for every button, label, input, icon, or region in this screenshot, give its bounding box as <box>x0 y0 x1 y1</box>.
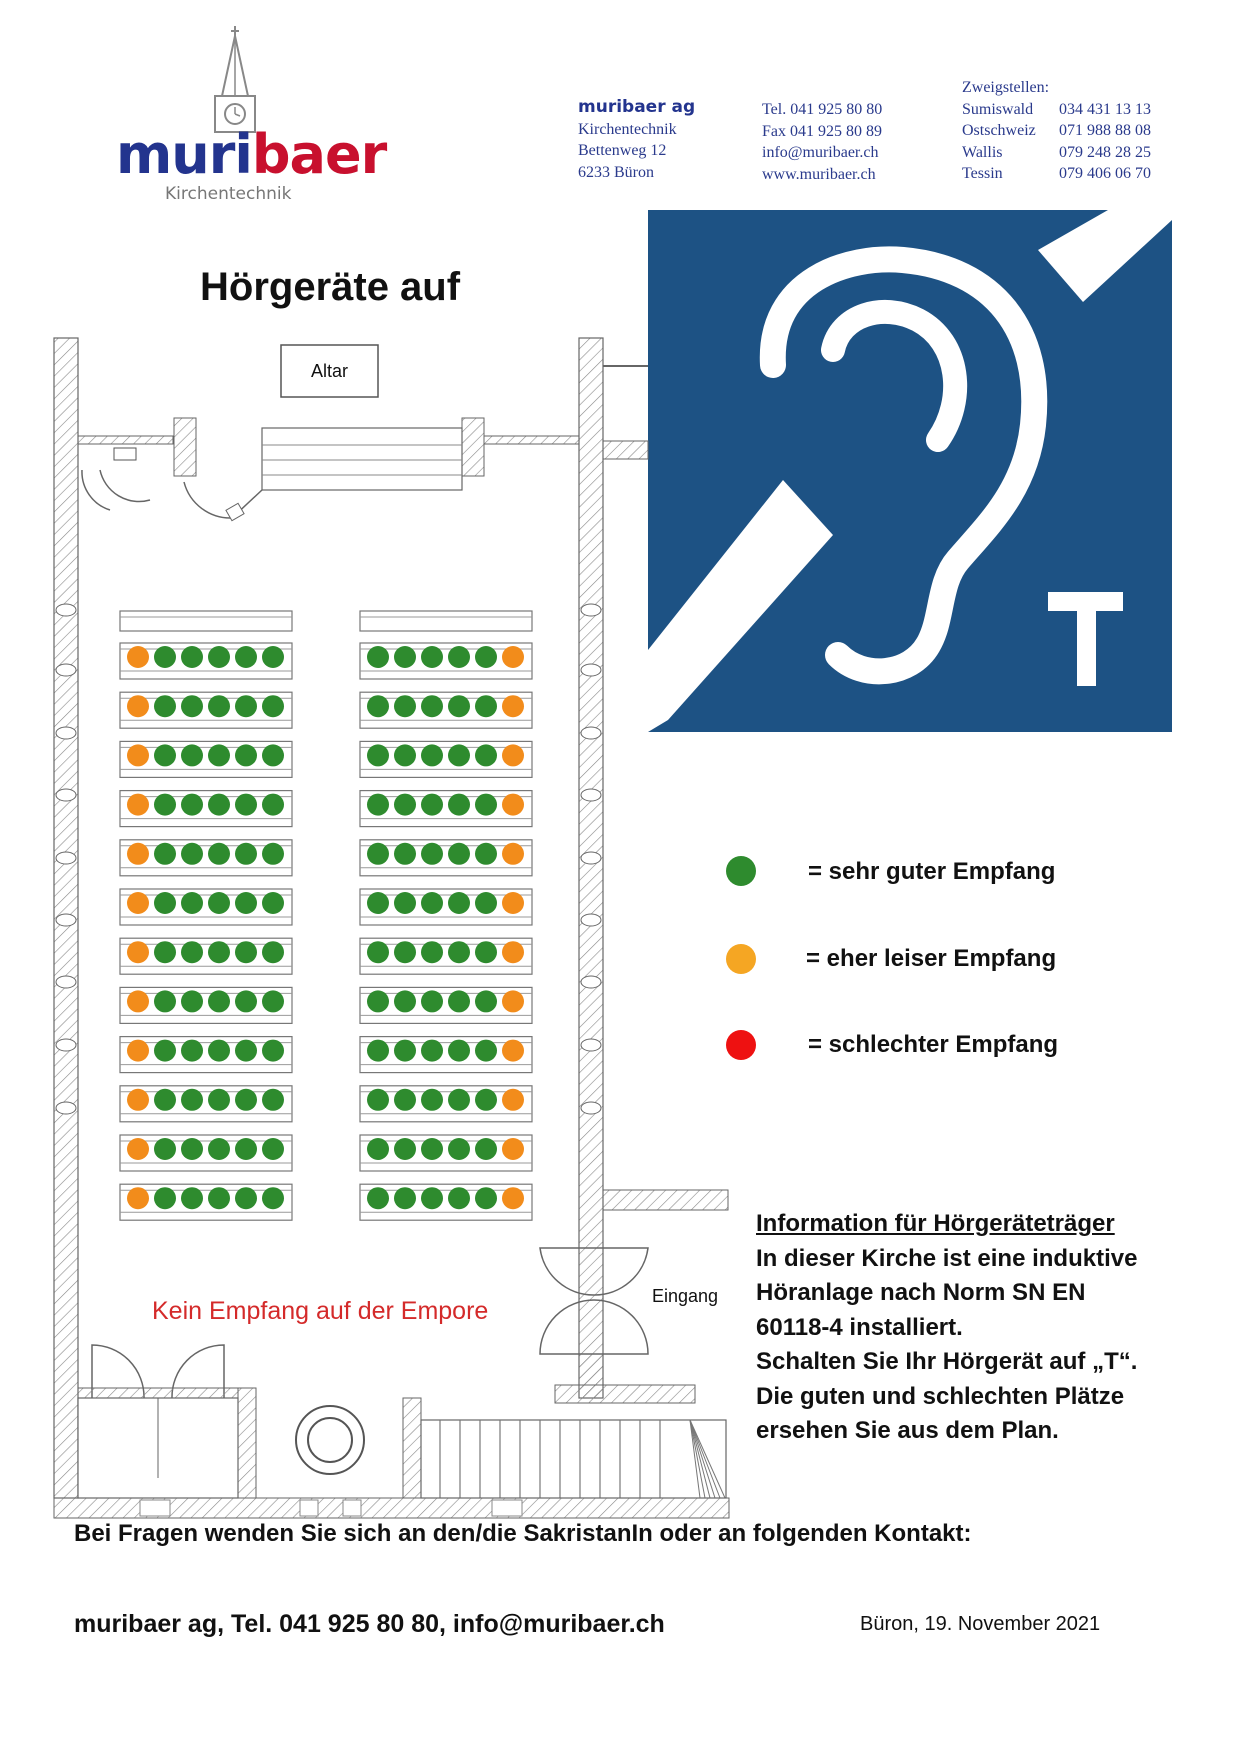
company-city: 6233 Büron <box>578 163 654 181</box>
seat-green <box>235 646 257 668</box>
seat-green <box>262 794 284 816</box>
company-tel: Tel. 041 925 80 80 <box>762 101 883 118</box>
seat-green <box>181 941 203 963</box>
seat-green <box>235 1138 257 1160</box>
seat-orange <box>502 646 524 668</box>
seat-orange <box>127 1138 149 1160</box>
seat-green <box>367 990 389 1012</box>
pew-row <box>360 1135 532 1171</box>
date-line: Büron, 19. November 2021 <box>860 1613 1101 1635</box>
pew-row <box>120 791 292 827</box>
seat-green <box>181 1040 203 1062</box>
seat-green <box>208 646 230 668</box>
seat-green <box>208 794 230 816</box>
seat-green <box>262 892 284 914</box>
seat-green <box>367 744 389 766</box>
info-line: In dieser Kirche ist eine induktive <box>756 1244 1138 1272</box>
pew-row <box>360 791 532 827</box>
seat-green <box>235 1187 257 1209</box>
seat-green <box>475 1040 497 1062</box>
seat-orange <box>127 646 149 668</box>
company-web[interactable]: www.muribaer.ch <box>762 165 876 183</box>
seat-orange <box>502 1187 524 1209</box>
seat-green <box>235 941 257 963</box>
seat-green <box>367 695 389 717</box>
legend-text-good: = sehr guter Empfang <box>808 858 1056 885</box>
pew-row <box>360 1086 532 1122</box>
seat-orange <box>127 843 149 865</box>
branch-phone: 034 431 13 13 <box>1059 100 1151 118</box>
seat-green <box>262 744 284 766</box>
branch-phone: 079 406 06 70 <box>1059 165 1151 182</box>
seat-green <box>448 941 470 963</box>
seat-green <box>235 892 257 914</box>
seat-green <box>208 744 230 766</box>
seat-green <box>154 843 176 865</box>
seat-green <box>421 1089 443 1111</box>
seat-green <box>235 794 257 816</box>
seat-green <box>154 1138 176 1160</box>
pew-front-left <box>120 611 292 631</box>
seat-green <box>154 695 176 717</box>
contact-question: Bei Fragen wenden Sie sich an den/die SakristanIn oder an folgenden Kontakt: <box>74 1520 972 1547</box>
seat-green <box>154 744 176 766</box>
branch-name: Ostschweiz <box>962 122 1036 139</box>
pew-row <box>120 938 292 974</box>
seat-green <box>448 646 470 668</box>
seat-green <box>421 990 443 1012</box>
logo-word-part1: muri <box>116 123 252 186</box>
info-line: 60118-4 installiert. <box>756 1313 963 1341</box>
seat-green <box>181 990 203 1012</box>
entrance-label: Eingang <box>652 1286 719 1306</box>
seat-green <box>181 843 203 865</box>
pew-row <box>360 889 532 925</box>
seat-green <box>448 794 470 816</box>
seat-green <box>475 990 497 1012</box>
branch-phone: 071 988 88 08 <box>1059 122 1151 139</box>
seat-green <box>475 744 497 766</box>
seat-orange <box>502 990 524 1012</box>
company-email[interactable]: info@muribaer.ch <box>762 144 879 161</box>
seat-orange <box>127 941 149 963</box>
pew-row <box>360 840 532 876</box>
seat-green <box>394 1187 416 1209</box>
seat-green <box>181 1089 203 1111</box>
legend-dot-bad <box>726 1030 756 1060</box>
seat-green <box>421 744 443 766</box>
seat-green <box>181 744 203 766</box>
seat-green <box>367 843 389 865</box>
seat-green <box>181 646 203 668</box>
seat-green <box>367 646 389 668</box>
seat-orange <box>127 1187 149 1209</box>
seat-green <box>208 695 230 717</box>
seat-orange <box>127 744 149 766</box>
info-line: Schalten Sie Ihr Hörgerät auf „T“. <box>756 1348 1138 1375</box>
seat-green <box>448 1187 470 1209</box>
seat-orange <box>127 990 149 1012</box>
seat-green <box>208 892 230 914</box>
seat-green <box>262 1138 284 1160</box>
pew-row <box>120 1184 292 1220</box>
branch-name: Sumiswald <box>962 100 1034 118</box>
seat-green <box>394 1040 416 1062</box>
seat-orange <box>502 695 524 717</box>
seat-green <box>208 1138 230 1160</box>
seat-green <box>235 1089 257 1111</box>
info-line: ersehen Sie aus dem Plan. <box>756 1417 1059 1444</box>
branches-heading: Zweigstellen: <box>962 79 1050 96</box>
seat-orange <box>127 1089 149 1111</box>
seat-green <box>235 990 257 1012</box>
seat-green <box>394 892 416 914</box>
info-line: Die guten und schlechten Plätze <box>756 1382 1125 1410</box>
seat-green <box>154 1040 176 1062</box>
branch-name: Wallis <box>962 143 1003 161</box>
seat-green <box>394 1138 416 1160</box>
pew-row <box>120 643 292 679</box>
seat-green <box>181 892 203 914</box>
sign-letter: T <box>648 210 649 211</box>
seat-green <box>448 990 470 1012</box>
pew-row <box>360 1184 532 1220</box>
seat-green <box>235 843 257 865</box>
seat-green <box>154 990 176 1012</box>
seat-green <box>448 1089 470 1111</box>
seat-green <box>475 941 497 963</box>
seat-green <box>262 843 284 865</box>
seat-green <box>475 1187 497 1209</box>
company-name: muribaer ag <box>578 97 696 117</box>
seat-orange <box>502 794 524 816</box>
seat-green <box>367 941 389 963</box>
seat-green <box>181 695 203 717</box>
seat-orange <box>127 1040 149 1062</box>
pew-row <box>360 692 532 728</box>
pew-row <box>360 987 532 1023</box>
seat-green <box>394 1089 416 1111</box>
pew-row <box>120 1037 292 1073</box>
legend-dot-good <box>726 856 756 886</box>
seat-orange <box>502 843 524 865</box>
seat-green <box>154 646 176 668</box>
seat-green <box>475 695 497 717</box>
seat-green <box>475 843 497 865</box>
seat-green <box>181 1187 203 1209</box>
seat-green <box>208 941 230 963</box>
seat-green <box>367 1089 389 1111</box>
seat-orange <box>127 794 149 816</box>
seat-green <box>448 695 470 717</box>
pew-row <box>120 840 292 876</box>
seat-green <box>394 794 416 816</box>
seat-green <box>154 794 176 816</box>
pew-row <box>120 692 292 728</box>
pew-row <box>360 1037 532 1073</box>
seat-green <box>208 843 230 865</box>
seat-green <box>262 646 284 668</box>
right-wall <box>579 338 603 1398</box>
company-fax: Fax 041 925 80 89 <box>762 122 882 140</box>
seat-green <box>208 1187 230 1209</box>
seat-green <box>208 1089 230 1111</box>
legend-text-bad: = schlechter Empfang <box>808 1031 1059 1058</box>
seat-green <box>421 1040 443 1062</box>
branch-name: Tessin <box>962 165 1003 182</box>
seat-green <box>448 1138 470 1160</box>
seat-green <box>421 646 443 668</box>
seat-green <box>367 892 389 914</box>
seat-green <box>421 695 443 717</box>
logo-word-part2: baer <box>251 123 387 186</box>
seat-green <box>208 990 230 1012</box>
seat-green <box>181 794 203 816</box>
seat-orange <box>502 744 524 766</box>
branches <box>962 77 1151 185</box>
info-block <box>756 1207 1196 1449</box>
seat-green <box>262 990 284 1012</box>
seat-green <box>475 1138 497 1160</box>
seat-green <box>154 892 176 914</box>
company-street: Bettenweg 12 <box>578 142 667 159</box>
seat-green <box>394 695 416 717</box>
seat-green <box>475 892 497 914</box>
company-contact <box>762 99 882 185</box>
pew-row <box>120 1086 292 1122</box>
seat-orange <box>127 695 149 717</box>
seat-green <box>421 941 443 963</box>
seat-orange <box>502 892 524 914</box>
seat-green <box>262 1089 284 1111</box>
pew-row <box>120 1135 292 1171</box>
page-title: Hörgeräte auf <box>200 265 461 309</box>
seat-green <box>421 1138 443 1160</box>
seat-green <box>394 941 416 963</box>
seat-green <box>448 744 470 766</box>
seat-green <box>235 744 257 766</box>
seat-green <box>367 1138 389 1160</box>
seat-green <box>448 892 470 914</box>
pew-row <box>120 889 292 925</box>
seat-green <box>448 1040 470 1062</box>
info-line: Höranlage nach Norm SN EN <box>756 1279 1086 1306</box>
seat-orange <box>502 1138 524 1160</box>
info-heading: Information für Hörgeräteträger <box>756 1210 1115 1237</box>
seat-green <box>421 794 443 816</box>
pew-front-right <box>360 611 532 631</box>
seat-green <box>235 1040 257 1062</box>
seat-green <box>154 1187 176 1209</box>
seat-green <box>262 941 284 963</box>
altar-label: Altar <box>310 360 348 381</box>
seat-green <box>394 843 416 865</box>
pew-row <box>120 987 292 1023</box>
pew-row <box>360 741 532 777</box>
seat-green <box>421 843 443 865</box>
seat-orange <box>502 1089 524 1111</box>
legend-dot-medium <box>726 944 756 974</box>
seat-green <box>475 1089 497 1111</box>
seat-green <box>394 990 416 1012</box>
seat-green <box>262 1187 284 1209</box>
logo-subtitle: Kirchentechnik <box>165 184 292 204</box>
seat-green <box>394 744 416 766</box>
seat-orange <box>502 941 524 963</box>
seat-orange <box>502 1040 524 1062</box>
legend-text-medium: = eher leiser Empfang <box>806 945 1057 972</box>
seat-green <box>367 794 389 816</box>
seat-green <box>181 1138 203 1160</box>
pew-row <box>360 643 532 679</box>
no-reception-label: Kein Empfang auf der Empore <box>152 1297 489 1325</box>
seat-green <box>394 646 416 668</box>
seat-green <box>475 646 497 668</box>
seat-green <box>262 695 284 717</box>
seat-green <box>262 1040 284 1062</box>
seat-green <box>367 1040 389 1062</box>
seat-orange <box>127 892 149 914</box>
seat-green <box>475 794 497 816</box>
seat-green <box>367 1187 389 1209</box>
seat-green <box>421 892 443 914</box>
pew-row <box>360 938 532 974</box>
seat-green <box>154 941 176 963</box>
seat-green <box>235 695 257 717</box>
branch-phone: 079 248 28 25 <box>1059 143 1151 161</box>
contact-details: muribaer ag, Tel. 041 925 80 80, info@muribaer.ch <box>74 1610 665 1638</box>
company-line1: Kirchentechnik <box>578 120 677 138</box>
seat-green <box>154 1089 176 1111</box>
seat-green <box>421 1187 443 1209</box>
seat-green <box>208 1040 230 1062</box>
pew-row <box>120 741 292 777</box>
seat-green <box>448 843 470 865</box>
